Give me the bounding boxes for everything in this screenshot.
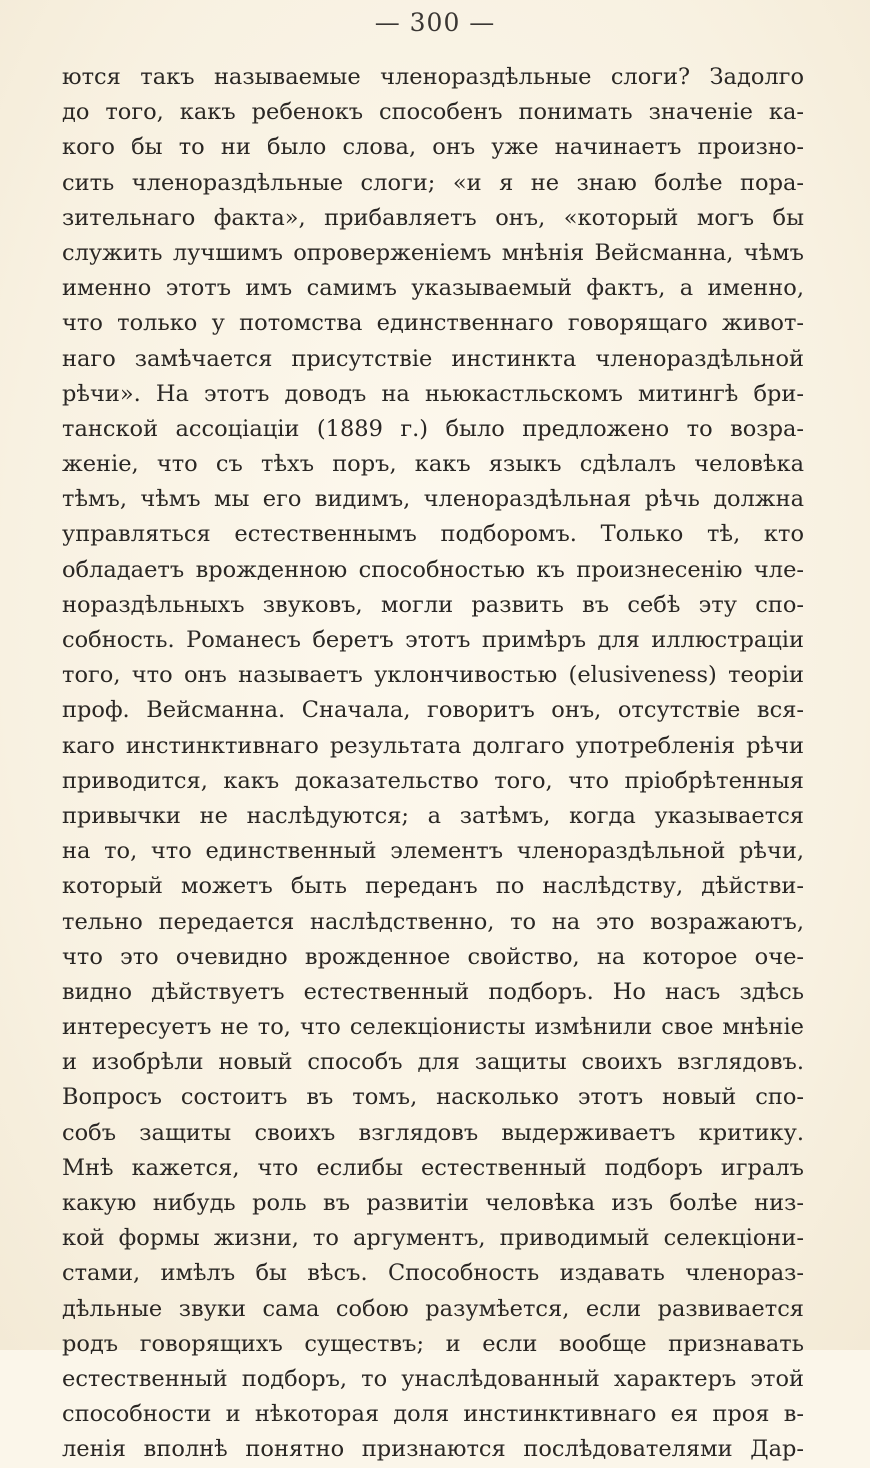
text-line: зительнаго факта», прибавляетъ онъ, «который могъ бы [62,204,804,231]
text-line: танской ассоціаціи (1889 г.) было предложено то возра- [62,415,804,442]
text-line: ются такъ называемые членораздѣльные слоги? Задолго [62,64,804,90]
text-line: приводится, какъ доказательство того, что пріобрѣтенныя [62,767,804,794]
text-line: видно дѣйствуетъ естественный подборъ. Но насъ здѣсь [62,978,804,1005]
text-line: который можетъ быть переданъ по наслѣдству, дѣйстви- [62,873,804,900]
text-line: рѣчи». На этотъ доводъ на ньюкастльскомъ митингѣ бри- [62,380,804,407]
text-line: привычки не наслѣдуются; а затѣмъ, когда указывается [62,802,804,829]
text-line: кой формы жизни, то аргументъ, приводимый селекціони- [62,1225,804,1252]
body-text [62,60,804,1468]
text-line: тѣмъ, чѣмъ мы его видимъ, членораздѣльная рѣчь должна [62,486,804,513]
text-line: обладаетъ врожденною способностью къ произнесенію чле- [62,556,804,583]
text-line: того, что онъ называетъ уклончивостью (elusiveness) теоріи [62,662,804,689]
text-line: тельно передается наслѣдственно, то на это возражаютъ, [62,908,804,935]
text-line: интересуетъ не то, что селекціонисты измѣнили свое мнѣніе [62,1014,804,1041]
text-line: что только у потомства единственнаго говорящаго живот- [62,310,804,337]
text-line: собъ защиты своихъ взглядовъ выдерживаетъ критику. [62,1119,804,1146]
text-line: Вопросъ состоитъ въ томъ, насколько этотъ новый спо- [62,1084,804,1111]
text-line: Мнѣ кажется, что еслибы естественный подборъ игралъ [62,1154,804,1181]
text-line: управляться естественнымъ подборомъ. Только тѣ, кто [62,521,804,548]
text-line: и изобрѣли новый способъ для защиты своихъ взглядовъ. [62,1049,804,1076]
text-line: дѣльные звуки сама собою разумѣется, если развивается [62,1295,804,1322]
text-line: ленія вполнѣ понятно признаются послѣдователями Дар- [62,1436,804,1463]
text-line: именно этотъ имъ самимъ указываемый фактъ, а именно, [62,275,804,302]
text-line: женіе, что съ тѣхъ поръ, какъ языкъ сдѣлалъ человѣка [62,451,804,478]
text-line: служить лучшимъ опроверженіемъ мнѣнія Вейсманна, чѣмъ [62,239,804,266]
text-line: способности и нѣкоторая доля инстинктивнаго ея проя в- [62,1401,804,1428]
text-line: родъ говорящихъ существъ; и если вообще признавать [62,1330,804,1357]
text-line: нораздѣльныхъ звуковъ, могли развить въ себѣ эту спо- [62,591,804,618]
text-line: естественный подборъ, то унаслѣдованный характеръ этой [62,1365,804,1392]
text-line: на то, что единственный элементъ членораздѣльной рѣчи, [62,838,804,865]
text-line: наго замѣчается присутствіе инстинкта членораздѣльной [62,345,804,372]
page-number: — 300 — [374,8,496,37]
text-line: до того, какъ ребенокъ способенъ понимать значеніе ка- [62,99,804,126]
text-line: какую нибудь роль въ развитіи человѣка изъ болѣе низ- [62,1190,804,1216]
text-line: сить членораздѣльные слоги; «и я не знаю болѣе пора- [62,169,804,196]
text-line: кого бы то ни было слова, онъ уже начинаетъ произно- [62,134,804,161]
text-line: собность. Романесъ беретъ этотъ примѣръ для иллюстраціи [62,627,804,653]
text-line: что это очевидно врожденное свойство, на которое оче- [62,943,804,970]
text-line: каго инстинктивнаго результата долгаго употребленія рѣчи [62,732,804,759]
text-line: проф. Вейсманна. Сначала, говоритъ онъ, отсутствіе вся- [62,697,804,724]
text-line: стами, имѣлъ бы вѣсъ. Способность издавать членораз- [62,1260,804,1287]
